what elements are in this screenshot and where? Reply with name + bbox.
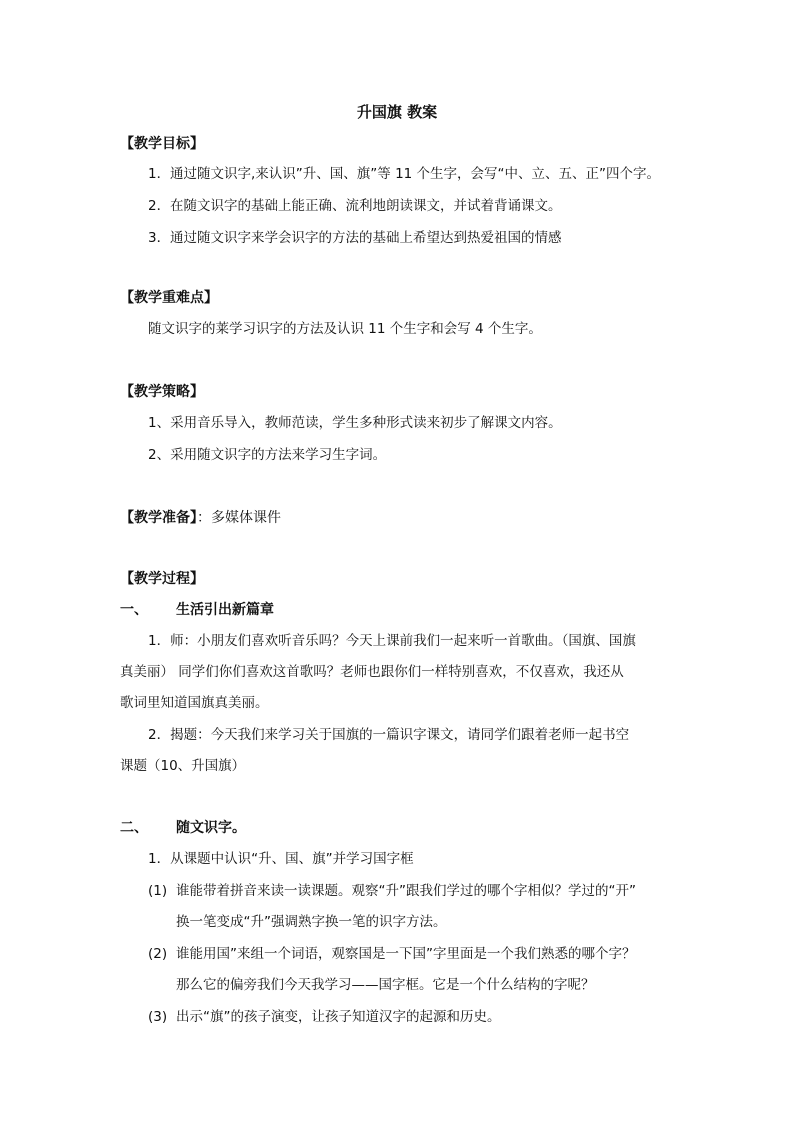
section-1-p2-line1: 2．揭题：今天我们来学习关于国旗的一篇识字课文，请同学们跟着老师一起书空 [148,727,630,743]
sub-item-number: (3) [148,1009,168,1025]
section-2-heading [120,817,246,839]
section-2-p1: 1．从课题中认识“升、国、旗”并学习国字框 [148,851,414,867]
sub-item-number: (2) [148,946,168,962]
section-1-p1-line2: 真美丽） 同学们你们喜欢这首歌吗？老师也跟你们一样特别喜欢，不仅喜欢，我还从 [120,664,624,680]
section-number: 一、 [120,602,148,618]
prep-line [120,507,281,529]
page-title: 升国旗 教案 [356,103,438,121]
goal-item-number: 3． [148,230,171,246]
sub-item-1-cont: 换一笔变成“升”强调熟字换一笔的识字方法。 [176,914,447,930]
goals-heading: 【教学目标】 [120,136,204,152]
prep-heading: 【教学准备】 [120,510,197,526]
process-heading: 【教学过程】 [120,571,204,587]
strategy-heading: 【教学策略】 [120,384,204,400]
goal-item-number: 1． [148,166,171,182]
sub-item-text: 谁能带着拼音来读一读课题。观察“升”跟我们学过的哪个字相似？学过的“开” [176,883,636,899]
sub-item-number: (1) [148,883,168,899]
sub-item-2 [148,943,636,965]
keypoints-heading: 【教学重难点】 [120,290,218,306]
goal-item-number: 2． [148,198,171,214]
goal-item-2 [148,195,562,217]
keypoints-text: 随文识字的莱学习识字的方法及认识 11 个生字和会写 4 个生字。 [148,321,542,337]
section-1-p2-line2: 课题（10、升国旗） [120,758,246,774]
sub-item-text: 谁能用国”来组一个词语，观察国是一下国”字里面是一个我们熟悉的哪个字？ [176,946,636,962]
section-title: 随文识字。 [176,820,246,836]
goal-item-text: 在随文识字的基础上能正确、流利地朗读课文，并试着背诵课文。 [170,198,562,214]
goal-item-1 [148,163,660,185]
sub-item-text: 出示“旗”的孩子演变，让孩子知道汉字的起源和历史。 [176,1009,501,1025]
goal-item-text: 通过随文识字来学会识字的方法的基础上希望达到热爱祖国的情感 [170,230,562,246]
section-number: 二、 [120,820,148,836]
section-1-p1-line3: 歌词里知道国旗真美丽。 [120,695,269,711]
sub-item-3 [148,1006,501,1028]
goal-item-text: 通过随文识字,来认识”升、国、旗”等 11 个生字，会写“中、立、五、正”四个字。 [170,166,661,182]
strategy-item-2: 2、采用随文识字的方法来学习生字词。 [148,447,387,463]
section-1-p1-line1: 1．师：小朋友们喜欢听音乐吗？今天上课前我们一起来听一首歌曲。（国旗、国旗 [148,633,636,649]
section-title: 生活引出新篇章 [176,602,274,618]
strategy-item-1: 1、采用音乐导入，教师范读，学生多种形式读来初步了解课文内容。 [148,415,562,431]
sub-item-2-cont: 那么它的偏旁我们今天我学习——国字框。它是一个什么结构的字呢？ [176,977,595,993]
prep-text: ：多媒体课件 [197,510,281,526]
goal-item-3 [148,227,562,249]
sub-item-1 [148,880,636,902]
section-1-heading [120,599,274,621]
